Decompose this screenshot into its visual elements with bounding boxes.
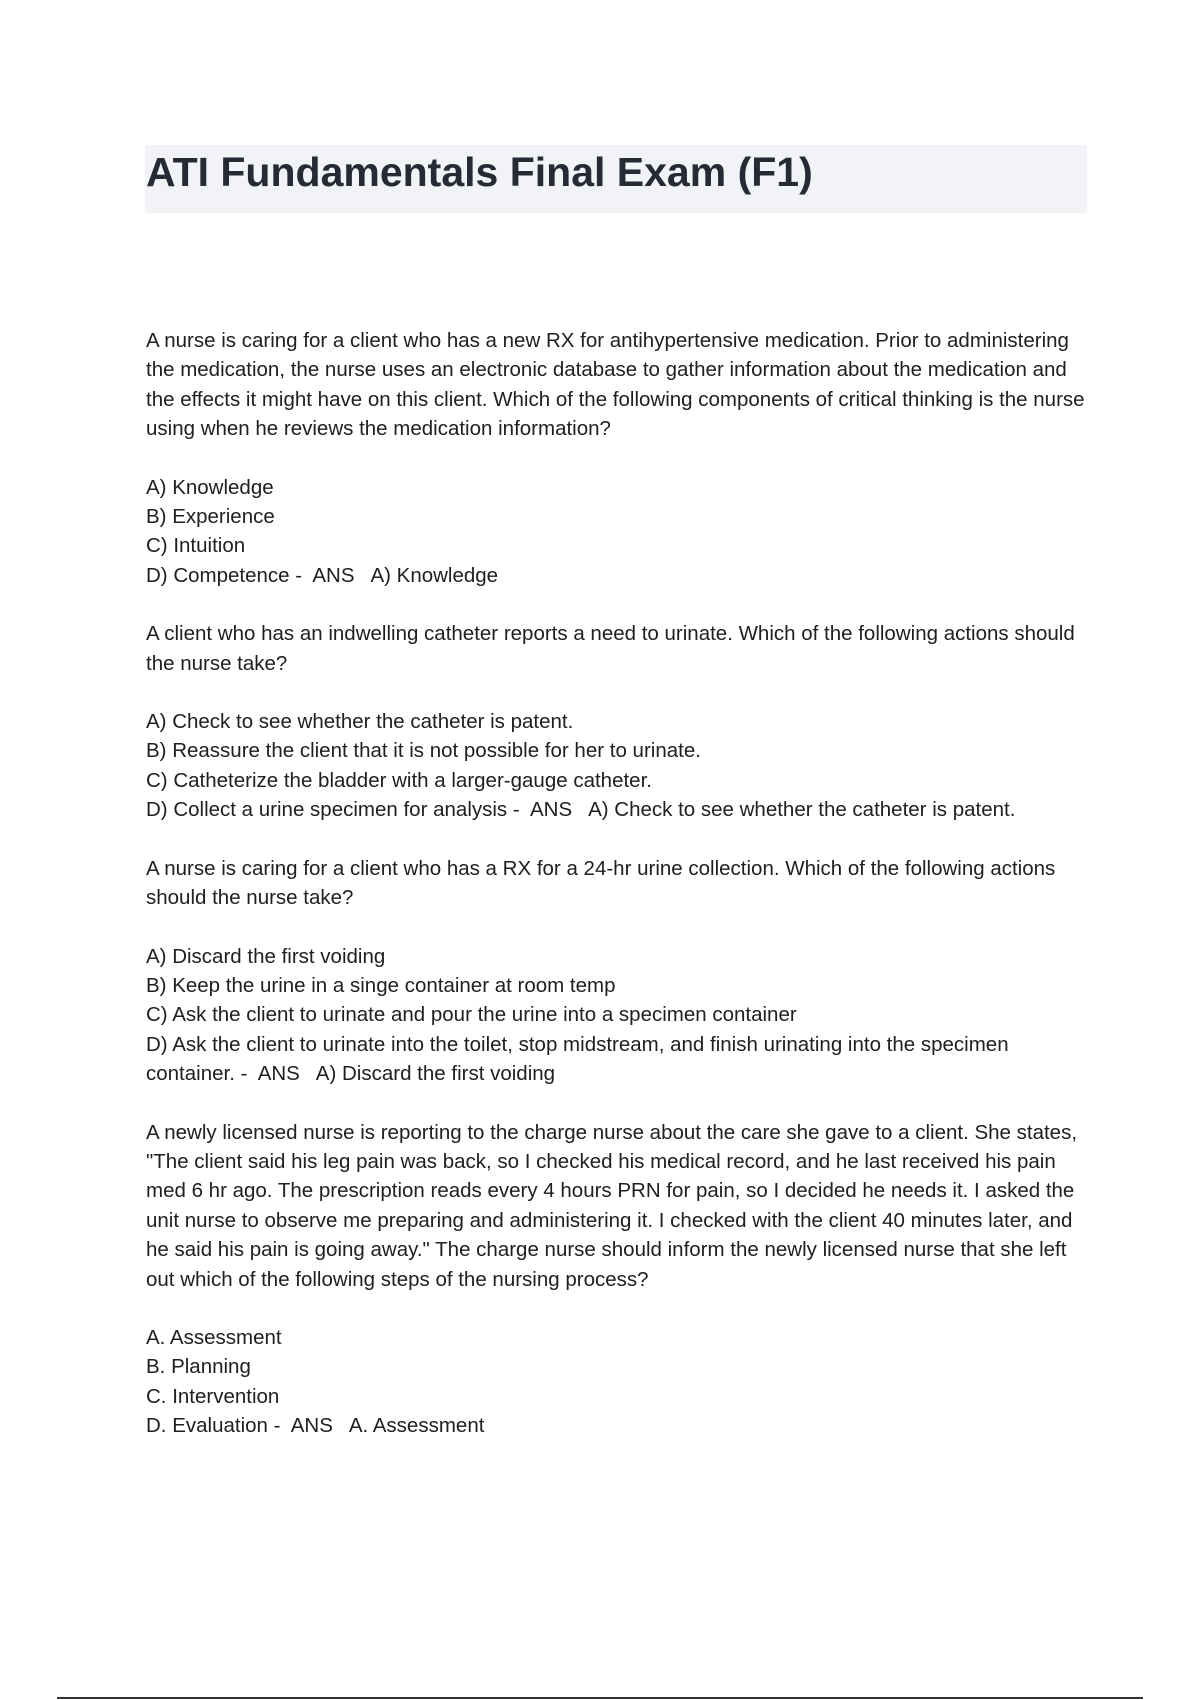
answer-separator: - ANS xyxy=(234,1062,316,1086)
question-4-stem: A newly licensed nurse is reporting to the charge nurse about the care she gave to a client. She states, "The client said his leg pain was back, so I checked his medical record, and he last received his pain med 6 hr ago. The prescription reads every 4 hours PRN for pain, so I decided he needs it. I asked the unit nurse to observe me preparing and administering it. I checked with the client 40 minutes later, and he said his pain is going away." The charge nurse should inform the newly licensed nurse that she left out which of the following steps of the nursing process? xyxy=(146,1120,1078,1291)
option-a: A) Knowledge xyxy=(146,475,274,499)
question-2-options xyxy=(146,707,1092,825)
question-2-stem: A client who has an indwelling catheter reports a need to urinate. Which of the following actions should the nurse take? xyxy=(146,622,1075,675)
option-d-with-answer xyxy=(146,561,1092,590)
option-d: D) Collect a urine specimen for analysis xyxy=(146,798,508,822)
answer: A. Assessment xyxy=(348,1414,485,1438)
answer-separator: - ANS xyxy=(507,798,589,822)
option-d-with-answer xyxy=(146,795,1092,824)
footer-divider xyxy=(57,1697,1143,1699)
option-a: A) Discard the first voiding xyxy=(146,944,386,968)
answer: A) Discard the first voiding xyxy=(315,1062,556,1086)
question-3-stem: A nurse is caring for a client who has a RX for a 24-hr urine collection. Which of the following actions should the nurse take? xyxy=(146,856,1056,910)
question-list xyxy=(146,326,1092,1470)
option-b: B. Planning xyxy=(146,1355,251,1379)
question-1-stem: A nurse is caring for a client who has a new RX for antihypertensive medication. Prior to administering the medication, the nurse uses an electronic database to gather information about the medication and the effects it might have on this client. Which of the following components of critical thinking is the nurse using when he reviews the medication information? xyxy=(146,329,1085,441)
answer: A) Check to see whether the catheter is patent. xyxy=(588,798,1016,822)
page-title: ATI Fundamentals Final Exam (F1) xyxy=(146,149,813,195)
question-1-options xyxy=(146,473,1092,591)
option-a: A) Check to see whether the catheter is patent. xyxy=(146,710,574,734)
option-c: C) Catheterize the bladder with a larger-gauge catheter. xyxy=(146,768,652,792)
question-4 xyxy=(146,1118,1092,1441)
question-4-options xyxy=(146,1323,1092,1441)
question-3 xyxy=(146,854,1092,1089)
question-3-options xyxy=(146,942,1092,1089)
option-a: A. Assessment xyxy=(146,1325,282,1349)
option-d: D) Ask the client to urinate into the toilet, stop midstream, and finish urinating into the specimen container. xyxy=(146,1032,1009,1086)
question-2 xyxy=(146,619,1092,824)
option-b: B) Reassure the client that it is not possible for her to urinate. xyxy=(146,739,701,763)
option-c: C) Intuition xyxy=(146,534,246,558)
option-d: D) Competence xyxy=(146,563,290,587)
option-d: D. Evaluation xyxy=(146,1414,268,1438)
answer: A) Knowledge xyxy=(370,563,499,587)
answer-separator: - ANS xyxy=(289,563,371,587)
question-1 xyxy=(146,326,1092,590)
option-d-with-answer xyxy=(146,1411,1092,1440)
option-b: B) Keep the urine in a singe container at room temp xyxy=(146,973,616,997)
answer-separator: - ANS xyxy=(267,1414,349,1438)
option-c: C) Ask the client to urinate and pour the urine into a specimen container xyxy=(146,1003,797,1027)
option-b: B) Experience xyxy=(146,505,275,529)
option-c: C. Intervention xyxy=(146,1384,280,1408)
option-d-with-answer xyxy=(146,1030,1092,1089)
